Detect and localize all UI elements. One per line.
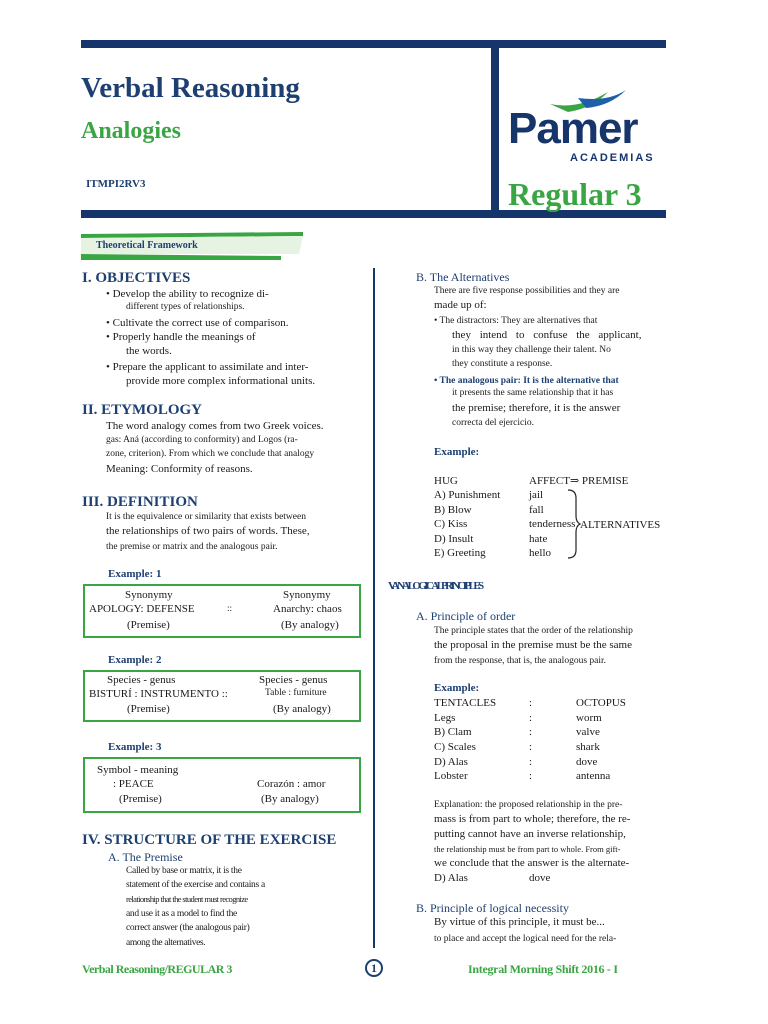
hug-row-option: E) Greeting — [434, 547, 486, 559]
objectives-line: different types of relationships. — [126, 302, 245, 312]
example-separator: :: — [227, 603, 233, 613]
alternatives-bracket-label: ALTERNATIVES — [580, 519, 661, 531]
order-row-option: Lobster — [434, 770, 468, 782]
principles-heading: V. ANALOGICAL PRINCIPLES — [388, 580, 482, 592]
structure-heading: IV. STRUCTURE OF THE EXERCISE — [82, 832, 337, 848]
course-level: Regular 3 — [508, 176, 642, 212]
page-number: 1 — [365, 959, 383, 977]
order-row-sep: : — [529, 726, 533, 738]
order-line: the proposal in the premise must be the same — [434, 639, 632, 651]
hug-row-option: A) Punishment — [434, 489, 501, 501]
header-bottom-bar — [81, 210, 499, 218]
distractors-line: they intend to confuse the applicant, — [452, 329, 642, 341]
definition-heading: III. DEFINITION — [82, 494, 198, 510]
objectives-line: • Properly handle the meanings of — [106, 331, 256, 343]
example-label: Example: — [434, 682, 480, 694]
order-row-option: shark — [576, 741, 600, 753]
example-box — [83, 757, 361, 813]
premise-line: among the alternatives. — [126, 938, 206, 948]
premise-line: statement of the exercise and contains a — [126, 880, 265, 890]
etymology-line: The word analogy comes from two Greek voices. — [106, 420, 324, 432]
order-row-option: C) Scales — [434, 741, 476, 753]
hug-row-option: C) Kiss — [434, 518, 468, 530]
premise-heading: A. The Premise — [108, 850, 183, 864]
example-relation: Synonymy — [125, 589, 173, 601]
premise-line: and use it as a model to find the — [126, 909, 237, 919]
order-line: The principle states that the order of the relationship — [434, 626, 633, 636]
example-box — [83, 670, 361, 722]
definition-line: the premise or matrix and the analogous pair. — [106, 542, 278, 552]
example-label: Example: 3 — [108, 741, 162, 753]
brand-subtitle: ACADEMIAS — [570, 152, 655, 164]
premise-line: Called by base or matrix, it is the — [126, 866, 242, 876]
necessity-line: to place and accept the logical need for the rela- — [434, 934, 617, 944]
order-row-option: dove — [576, 756, 598, 768]
example-relation: Species - genus — [107, 674, 176, 686]
definition-line: the relationships of two pairs of words. These, — [106, 525, 310, 537]
section-band-label: Theoretical Framework — [96, 240, 198, 251]
alternatives-heading: B. The Alternatives — [416, 270, 510, 284]
order-row-sep: : — [529, 770, 533, 782]
example-analogy-pair: Corazón : amor — [257, 778, 326, 790]
brand-logo: Pamer — [508, 104, 638, 153]
order-row-option: Legs — [434, 712, 456, 724]
analogous-line: • The analogous pair: It is the alternative that — [434, 376, 619, 386]
hug-row-option: jail — [529, 489, 544, 501]
example-note: (By analogy) — [261, 793, 319, 805]
explanation-line: Explanation: the proposed relationship in the pre- — [434, 800, 623, 810]
document-code: ITMPI2RV3 — [86, 178, 146, 190]
column-divider — [373, 268, 375, 948]
order-heading: A. Principle of order — [416, 609, 516, 623]
hug-row-option: B) Blow — [434, 504, 472, 516]
order-row-sep: : — [529, 712, 533, 724]
page-title: Verbal Reasoning — [81, 72, 300, 104]
order-row-option: valve — [576, 726, 600, 738]
distractors-line: they constitute a response. — [452, 359, 553, 369]
definition-line: It is the equivalence or similarity that exists between — [106, 512, 306, 522]
etymology-line: Meaning: Conformity of reasons. — [106, 463, 253, 475]
order-row-term: OCTOPUS — [576, 697, 626, 709]
hug-row-option: hello — [529, 547, 551, 559]
objectives-heading: I. OBJECTIVES — [82, 270, 191, 286]
objectives-line: • Prepare the applicant to assimilate and inter- — [106, 361, 309, 373]
analogous-line: the premise; therefore, it is the answer — [452, 402, 621, 414]
order-row-sep: : — [529, 697, 533, 709]
necessity-heading: B. Principle of logical necessity — [416, 901, 569, 915]
objectives-line: the words. — [126, 345, 172, 357]
example-box — [83, 584, 361, 638]
example-label: Example: 2 — [108, 654, 162, 666]
hug-row-term: HUG — [434, 475, 458, 487]
explanation-line: the relationship must be from part to whole. From gift- — [434, 844, 621, 854]
answer-option: D) Alas — [434, 872, 468, 884]
hug-row-option: tenderness — [529, 518, 576, 530]
etymology-line: zone, criterion). From which we conclude that analogy — [106, 449, 315, 459]
example-premise-pair: : PEACE — [113, 778, 154, 790]
example-note: (Premise) — [127, 619, 170, 631]
example-relation: Symbol - meaning — [97, 764, 179, 776]
etymology-line: gas: Aná (according to conformity) and Logos (ra- — [106, 435, 298, 445]
necessity-line: By virtue of this principle, it must be... — [434, 916, 605, 928]
order-row-option: D) Alas — [434, 756, 468, 768]
example-relation: Species - genus — [259, 674, 328, 686]
objectives-line: • Cultivate the correct use of comparison. — [106, 317, 289, 329]
example-relation: Synonymy — [283, 589, 331, 601]
example-label: Example: 1 — [108, 568, 162, 580]
header-top-bar — [81, 40, 666, 48]
order-row-term: TENTACLES — [434, 697, 497, 709]
example-label: Example: — [434, 446, 480, 458]
order-row-sep: : — [529, 741, 533, 753]
order-row-option: worm — [576, 712, 602, 724]
distractors-line: • The distractors: They are alternatives that — [434, 316, 598, 326]
example-note: (By analogy) — [273, 703, 331, 715]
premise-line: correct answer (the analogous pair) — [126, 923, 250, 933]
example-note: (Premise) — [119, 793, 162, 805]
analogous-line: correcta del ejercicio. — [452, 418, 535, 428]
page-subtitle: Analogies — [81, 118, 182, 144]
header-vertical-bar — [491, 48, 499, 218]
example-analogy-pair: Anarchy: chaos — [273, 603, 342, 615]
premise-line: relationship that the student must recognize — [126, 894, 248, 904]
alternatives-line: There are five response possibilities and they are — [434, 286, 620, 296]
objectives-line: provide more complex informational units. — [126, 375, 316, 387]
example-note: (By analogy) — [281, 619, 339, 631]
hug-row-option: D) Insult — [434, 533, 474, 545]
footer-course: Verbal Reasoning/REGULAR 3 — [82, 962, 232, 976]
answer-value: dove — [529, 872, 551, 884]
example-premise-pair: BISTURÍ : INSTRUMENTO :: — [89, 688, 228, 700]
explanation-line: mass is from part to whole; therefore, the re- — [434, 813, 631, 825]
order-row-option: B) Clam — [434, 726, 472, 738]
analogous-line: it presents the same relationship that it has — [452, 388, 614, 398]
order-line: from the response, that is, the analogous pair. — [434, 656, 607, 666]
order-row-sep: : — [529, 756, 533, 768]
example-premise-pair: APOLOGY: DEFENSE — [89, 603, 195, 615]
footer-term: Integral Morning Shift 2016 - I — [468, 962, 618, 976]
example-analogy-pair: Table : furniture — [265, 688, 327, 698]
order-row-option: antenna — [576, 770, 611, 782]
explanation-line: we conclude that the answer is the alternate- — [434, 857, 630, 869]
alternatives-line: made up of: — [434, 299, 487, 311]
explanation-line: putting cannot have an inverse relationship, — [434, 828, 626, 840]
distractors-line: in this way they challenge their talent. No — [452, 345, 611, 355]
etymology-heading: II. ETYMOLOGY — [82, 402, 203, 418]
example-note: (Premise) — [127, 703, 170, 715]
hug-row-option: fall — [529, 504, 544, 516]
hug-row-term: AFFECT⇒ PREMISE — [529, 475, 629, 487]
objectives-line: • Develop the ability to recognize di- — [106, 288, 269, 300]
hug-row-option: hate — [529, 533, 548, 545]
